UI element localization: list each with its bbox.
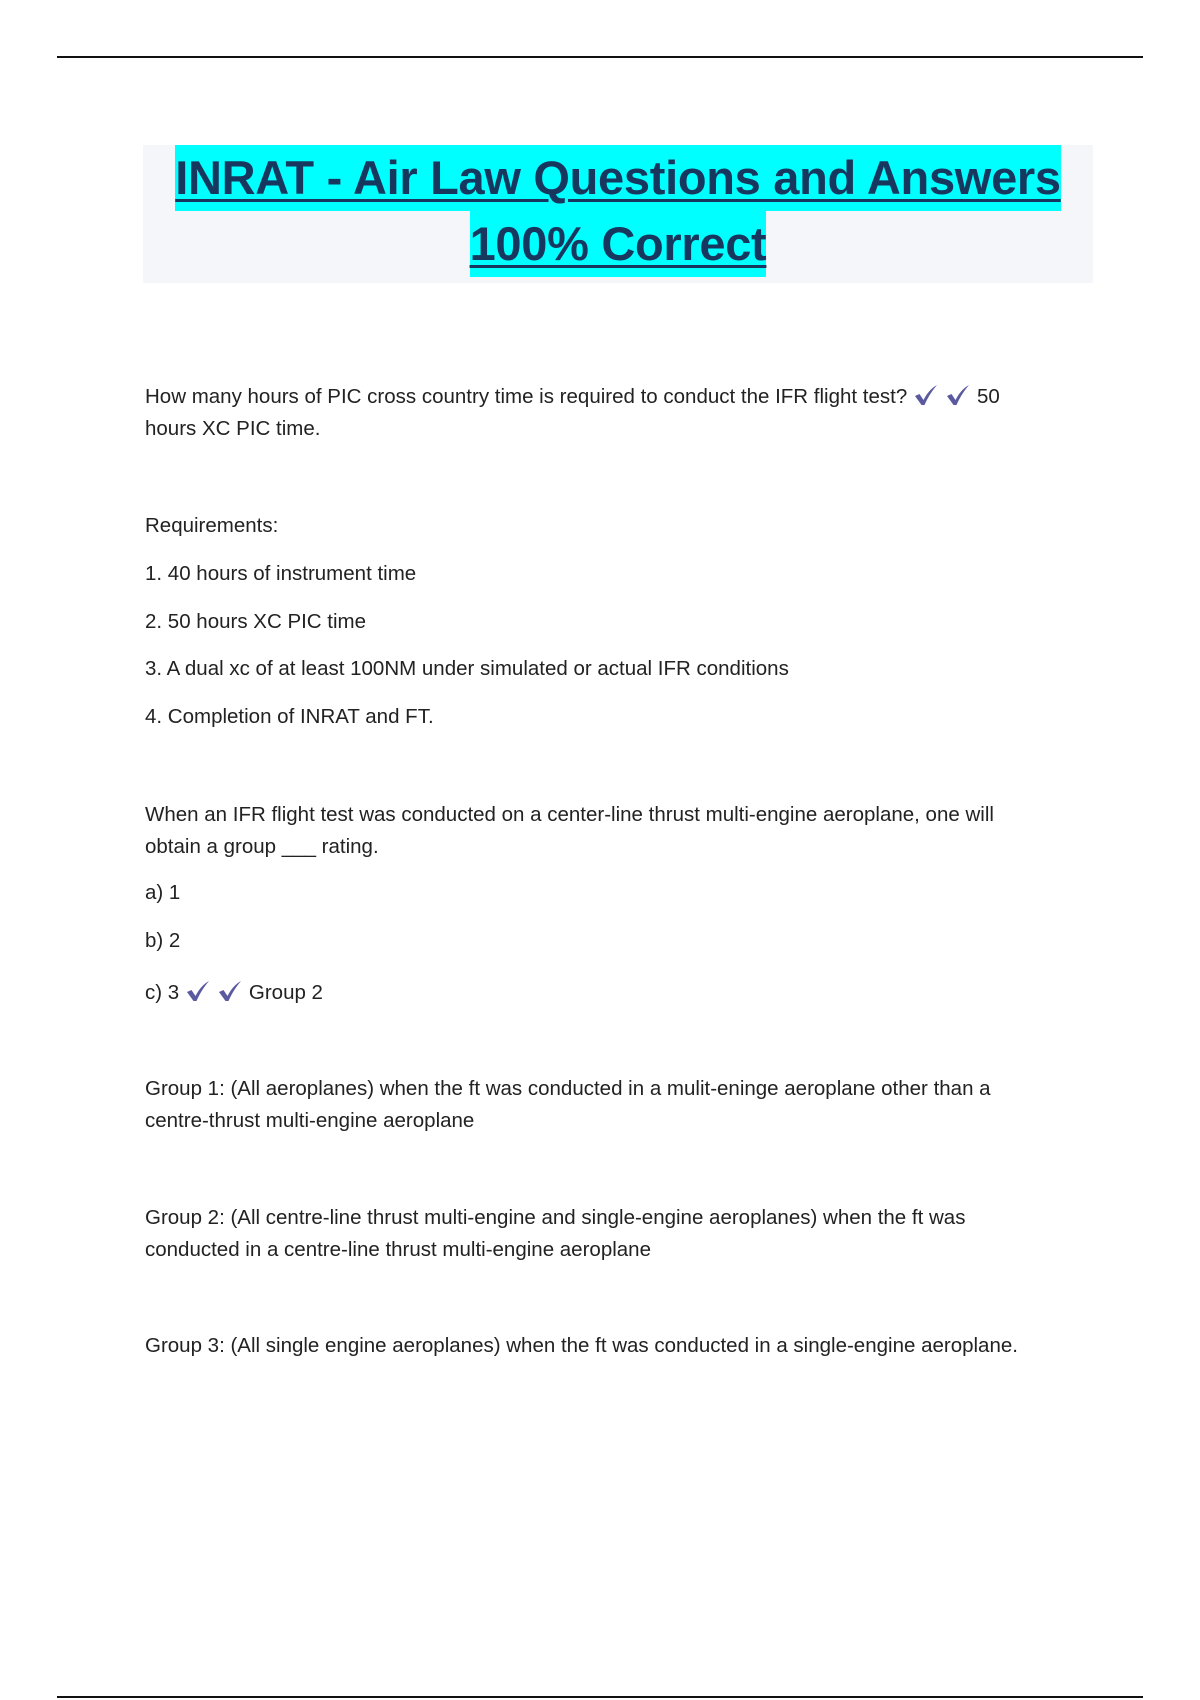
checkmark-icon: [217, 979, 243, 1003]
requirements-heading: Requirements:: [145, 514, 279, 537]
question-2-text-line-2: obtain a group ___ rating.: [145, 835, 379, 858]
option-a: a) 1: [145, 881, 181, 904]
checkmark-icon: [185, 979, 211, 1003]
group-2-line-2: conducted in a centre-line thrust multi-engine aeroplane: [145, 1238, 651, 1261]
option-b: b) 2: [145, 929, 181, 952]
option-c-label: c) 3: [145, 981, 180, 1004]
option-c: [145, 977, 1095, 1009]
question-1-answer-continued: hours XC PIC time.: [145, 417, 321, 440]
requirement-item-3: 3. A dual xc of at least 100NM under simulated or actual IFR conditions: [145, 657, 789, 680]
question-1-text: How many hours of PIC cross country time is required to conduct the IFR flight test?: [145, 385, 908, 408]
document-title-line-1: INRAT - Air Law Questions and Answers: [175, 145, 1061, 211]
group-2-line-1: Group 2: (All centre-line thrust multi-engine and single-engine aeroplanes) when the ft was: [145, 1206, 966, 1229]
group-1-line-1: Group 1: (All aeroplanes) when the ft was conducted in a mulit-eninge aeroplane other than a: [145, 1077, 991, 1100]
group-3-description: Group 3: (All single engine aeroplanes) when the ft was conducted in a single-engine aeroplane.: [145, 1334, 1018, 1357]
requirement-item-2: 2. 50 hours XC PIC time: [145, 610, 367, 633]
group-2-description: [145, 1202, 1095, 1266]
question-2-text-line-1: When an IFR flight test was conducted on a center-line thrust multi-engine aeroplane, one will: [145, 803, 994, 826]
question-1: [145, 381, 1095, 445]
question-1-answer: 50: [976, 385, 1000, 408]
checkmark-icon: [913, 383, 939, 407]
requirement-item-4: 4. Completion of INRAT and FT.: [145, 705, 434, 728]
checkmark-icon: [945, 383, 971, 407]
question-2-answer: Group 2: [248, 981, 323, 1004]
bottom-rule: [57, 1696, 1143, 1698]
document-title-line-2: 100% Correct: [470, 211, 767, 277]
requirement-item-1: 1. 40 hours of instrument time: [145, 562, 417, 585]
group-1-description: [145, 1073, 1095, 1137]
group-1-line-2: centre-thrust multi-engine aeroplane: [145, 1109, 475, 1132]
question-2: [145, 799, 1095, 863]
top-rule: [57, 56, 1143, 58]
document-title-block: [143, 145, 1093, 283]
